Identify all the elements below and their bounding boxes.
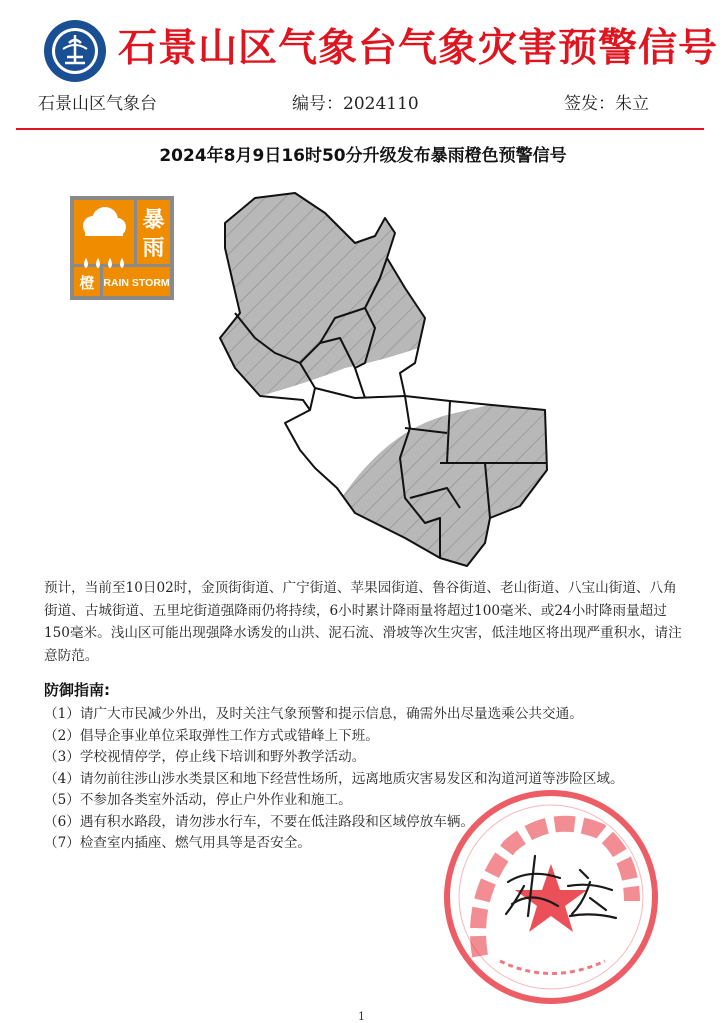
rainstorm-orange-badge-icon (70, 196, 174, 300)
page-number: 1 (358, 1010, 365, 1023)
header (0, 0, 726, 86)
forecast-paragraph: 预计，当前至10日02时，金顶街街道、广宁街道、苹果园街道、鲁谷街道、老山街道、八宝山街道、八角街道、古城街道、五里坨街道强降雨仍将持续，6小时累计降雨量将超过100毫米、或24小时降雨量超过150毫米。浅山区可能出现强降水诱发的山洪、泥石流、滑坡等次生灾害，低洼地区将出现严重积水，请注意防范。 (44, 580, 682, 664)
list-item: （1）请广大市民减少外出，及时关注气象预警和提示信息，确需外出尽量选乘公共交通。 (44, 706, 583, 722)
badge-char-storm: 暴 (142, 208, 165, 233)
list-item: （3）学校视情停学，停止线下培训和野外教学活动。 (44, 749, 366, 765)
list-item: （5）不参加各类室外活动，停止户外作业和施工。 (44, 792, 352, 808)
header-divider (16, 128, 704, 130)
district-warning-map-icon (215, 188, 562, 570)
badge-level: 橙 (79, 274, 95, 292)
warning-headline: 2024年8月9日16时50分升级发布暴雨橙色预警信号 (159, 146, 567, 166)
document-number: 编号：2024110 (292, 94, 419, 114)
guide-heading: 防御指南: (44, 681, 110, 699)
signer-label: 签发：朱立 (564, 94, 649, 114)
list-item: （4）请勿前往涉山涉水类景区和地下经营性场所，远离地质灾害易发区和沟道河道等涉险区域。 (44, 770, 624, 787)
list-item: （2）倡导企事业单位采取弹性工作方式或错峰上下班。 (44, 727, 379, 744)
issuer-label: 石景山区气象台 (38, 94, 157, 114)
meteorological-service-logo-icon (43, 19, 107, 83)
badge-english: RAIN STORM (103, 277, 170, 289)
badge-char-rain: 雨 (142, 236, 165, 261)
list-item: （7）检查室内插座、燃气用具等是否安全。 (44, 835, 311, 851)
official-red-seal-icon (440, 786, 662, 1008)
page-title: 石景山区气象台气象灾害预警信号 (118, 26, 719, 71)
list-item: （6）遇有积水路段，请勿涉水行车，不要在低洼路段和区域停放车辆。 (44, 813, 475, 830)
